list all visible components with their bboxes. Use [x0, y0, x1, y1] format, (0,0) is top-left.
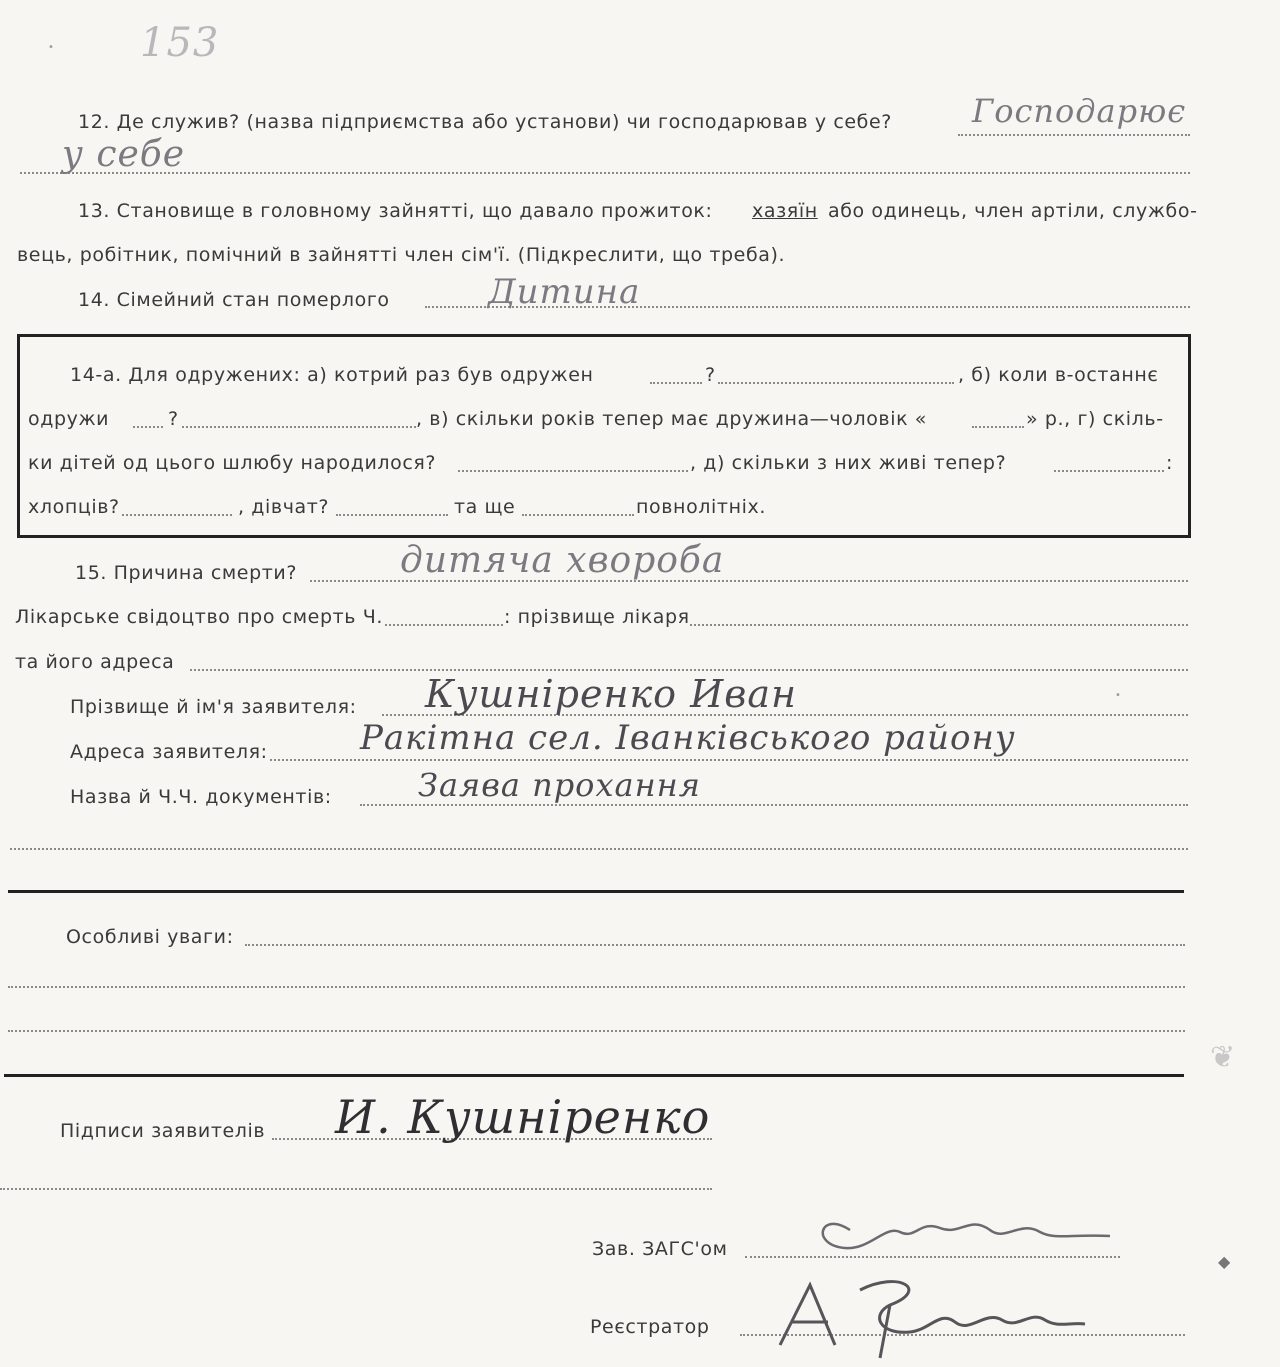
q15-label: 15. Причина смерти?	[75, 562, 298, 584]
q12-answer-line-2	[20, 172, 1190, 174]
q14a-line-4-blank-1	[122, 514, 232, 516]
zags-head-label: Зав. ЗАГС'ом	[592, 1238, 728, 1260]
applicant-name-value: Кушніренко Иван	[425, 672, 798, 716]
applicant-signatures-label: Підписи заявителів	[60, 1120, 266, 1142]
q15-doctor-line	[690, 624, 1188, 626]
q14a-line-3b: , д) скільки з них живі тепер?	[690, 452, 1007, 474]
q14a-line-1a: 14-а. Для одружених: а) котрий раз був одружен	[70, 364, 594, 386]
zags-head-signature	[790, 1190, 1120, 1270]
q15-address-line	[190, 669, 1188, 671]
q14a-line-2c: » р., г) скіль-	[1026, 408, 1164, 430]
section-rule	[4, 1074, 1184, 1077]
q14a-line-2-blank-2	[182, 426, 416, 428]
registrar-label: Реєстратор	[590, 1316, 710, 1338]
applicant-address-label: Адреса заявителя:	[70, 741, 268, 763]
archive-pencil-mark: 153	[140, 20, 220, 66]
ink-spot: ◆	[1218, 1252, 1231, 1271]
q14a-line-4a: хлопців?	[28, 496, 120, 518]
q14a-line-2-q: ?	[168, 408, 179, 430]
q12-answer-2: у себе	[62, 134, 186, 175]
speck-mark: •	[48, 42, 54, 53]
q14a-line-2b: , в) скільки років тепер має дружина—чоловік «	[416, 408, 928, 430]
applicant-docs-value: Заява прохання	[418, 766, 701, 804]
q14-label: 14. Сімейний стан померлого	[78, 289, 390, 311]
q14a-line-4c: та ще	[454, 496, 516, 518]
q14-answer: Дитина	[488, 272, 641, 312]
applicant-address-line	[270, 759, 1188, 761]
q15-answer: дитяча хвороба	[400, 540, 725, 581]
q15-address-label: та його адреса	[15, 651, 175, 673]
q12-answer-line-1	[958, 134, 1190, 136]
q14a-line-2a: одружи	[28, 408, 110, 430]
section-rule	[8, 890, 1184, 893]
q14a-line-3a: ки дітей од цього шлюбу народилося?	[28, 452, 437, 474]
q14a-line-3c: :	[1166, 452, 1174, 474]
q13-option-selected: хазяїн	[752, 200, 818, 222]
applicant-docs-label: Назва й Ч.Ч. документів:	[70, 786, 332, 808]
applicant-docs-line	[360, 804, 1188, 806]
paper-damage-mark: ❦	[1210, 1040, 1236, 1075]
applicant-signature: И. Кушніренко	[335, 1090, 711, 1144]
q14a-line-3-blank-1	[458, 470, 688, 472]
remarks-line-1	[245, 944, 1185, 946]
q13-line-1b: або одинець, член артіли, службо-	[828, 200, 1198, 222]
q14a-line-1-q: ?	[705, 364, 716, 386]
q13-line-1a: 13. Становище в головному зайнятті, що давало прожиток:	[78, 200, 713, 222]
q14a-line-2-blank-1	[133, 426, 163, 428]
remarks-label: Особливі уваги:	[66, 926, 234, 948]
q14a-line-4-blank-3	[522, 514, 634, 516]
applicant-name-label: Прізвище й ім'я заявителя:	[70, 696, 357, 718]
q12-answer-1: Господарює	[972, 92, 1187, 130]
q15-cert-number-line	[385, 624, 503, 626]
blank-line	[10, 848, 1188, 850]
q14a-line-4d: повнолітніх.	[636, 496, 766, 518]
q14a-line-2-blank-3	[972, 426, 1024, 428]
q14a-line-4-blank-2	[336, 514, 448, 516]
registrar-signature	[740, 1260, 1100, 1360]
q15-cert-label: Лікарське свідоцтво про смерть Ч.	[15, 606, 383, 628]
speck-mark: •	[1115, 690, 1121, 701]
q14a-line-1b: , б) коли в-останнє	[958, 364, 1159, 386]
applicant-address-value: Ракітна сел. Іванківського району	[360, 718, 1016, 758]
remarks-line-3	[8, 1030, 1185, 1032]
remarks-line-2	[8, 986, 1185, 988]
applicant-signature-line-2	[0, 1188, 712, 1190]
q14a-line-3-blank-2	[1054, 470, 1164, 472]
q15-doctor-label: : прізвище лікаря	[504, 606, 690, 628]
q12-label: 12. Де служив? (назва підприємства або установи) чи господарював у себе?	[78, 111, 892, 133]
q13-line-2: вець, робітник, помічний в зайнятті член сім'ї. (Підкреслити, що треба).	[17, 244, 786, 266]
q14a-line-1-blank-2	[718, 382, 954, 384]
q14a-line-1-blank-1	[650, 382, 702, 384]
q14a-line-4b: , дівчат?	[238, 496, 330, 518]
